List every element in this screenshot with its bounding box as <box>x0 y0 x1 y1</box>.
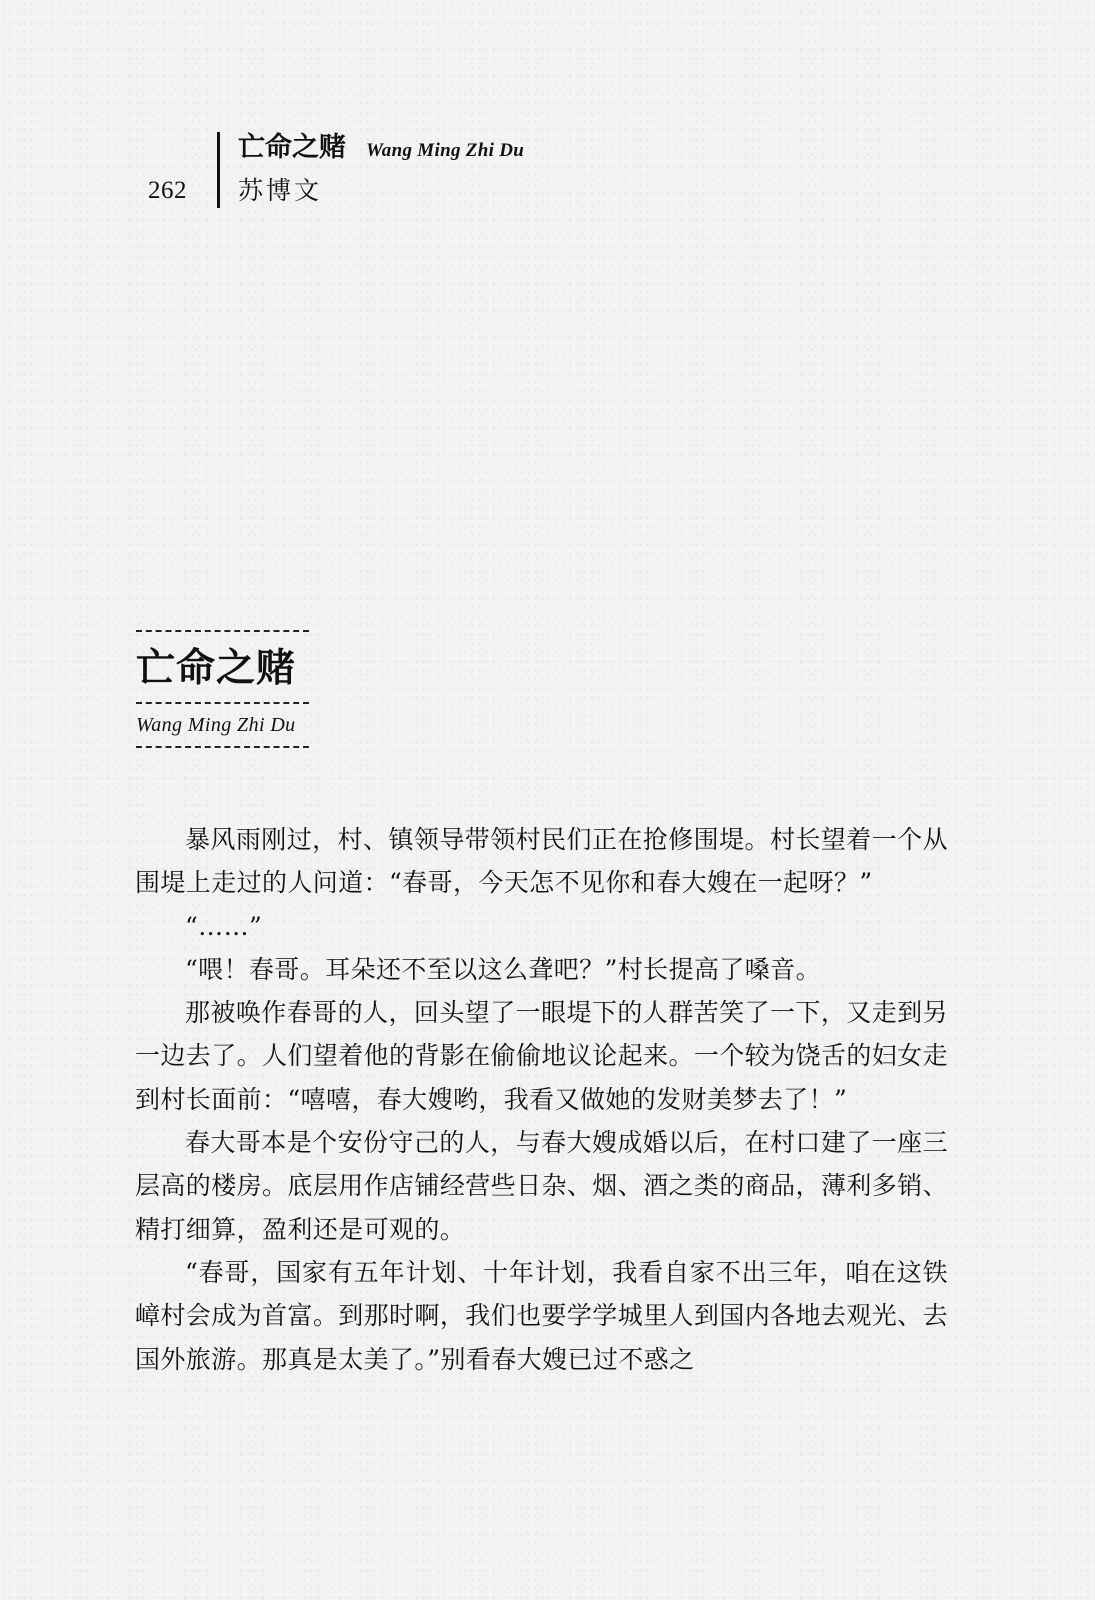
chapter-title: 亡命之赌 <box>136 645 297 691</box>
running-header-title-text: 亡命之赌 <box>238 132 346 163</box>
running-header-author: 苏博文 <box>238 176 323 205</box>
dashed-rule-middle <box>136 702 309 704</box>
running-header-title <box>238 132 524 167</box>
header-divider <box>217 132 220 208</box>
chapter-pinyin: Wang Ming Zhi Du <box>136 714 296 736</box>
running-header-pinyin: Wang Ming Zhi Du <box>366 140 525 161</box>
chapter-title-block <box>136 630 309 748</box>
paragraph: 暴风雨刚过，村、镇领导带领村民们正在抢修围堤。村长望着一个从围堤上走过的人问道：“春哥，今天怎不见你和春大嫂在一起呀？” <box>135 825 948 898</box>
paragraph: “喂！春哥。耳朵还不至以这么聋吧？”村长提高了嗓音。 <box>185 954 821 984</box>
paragraph: “……” <box>185 911 263 941</box>
page-number: 262 <box>148 177 187 204</box>
paragraph: “春哥，国家有五年计划、十年计划，我看自家不出三年，咱在这铁嶂村会成为首富。到那时啊，我们也要学学城里人到国内各地去观光、去国外旅游。那真是太美了。”别看春大嫂已过不惑之 <box>135 1257 948 1374</box>
body-text <box>135 818 948 1381</box>
paragraph: 那被唤作春哥的人，回头望了一眼堤下的人群苦笑了一下，又走到另一边去了。人们望着他的背影在偷偷地议论起来。一个较为饶舌的妇女走到村长面前：“嘻嘻，春大嫂哟，我看又做她的发财美梦去了！” <box>135 998 948 1114</box>
paragraph: 春大哥本是个安份守己的人，与春大嫂成婚以后，在村口建了一座三层高的楼房。底层用作店铺经营些日杂、烟、酒之类的商品，薄利多销、精打细算，盈利还是可观的。 <box>135 1128 948 1244</box>
dashed-rule-top <box>136 630 309 632</box>
dashed-rule-bottom <box>136 746 309 748</box>
